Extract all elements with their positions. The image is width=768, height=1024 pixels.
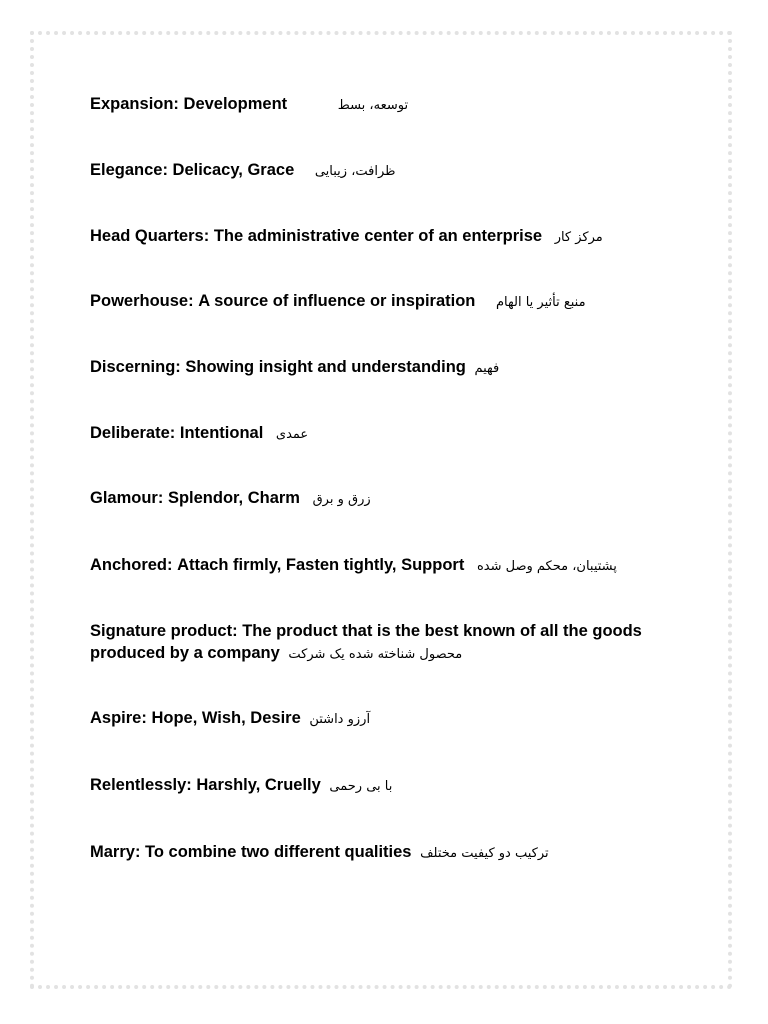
vocab-persian-translation: محصول شناخته شده یک شرکت — [288, 647, 463, 662]
vocab-term: Discerning: — [90, 358, 181, 376]
vocab-persian-translation: توسعه، بسط — [337, 98, 409, 113]
vocab-entry-anchored — [90, 554, 690, 578]
vocab-definition: Development — [183, 95, 288, 113]
vocab-term: Expansion: — [90, 95, 179, 113]
vocab-persian-translation: زرق و برق — [312, 492, 371, 507]
vocab-persian-translation: ترکیب دو کیفیت مختلف — [420, 846, 549, 861]
vocab-definition: A source of influence or inspiration — [198, 292, 476, 310]
vocab-term: Aspire: — [90, 709, 147, 727]
vocab-definition: To combine two different qualities — [145, 843, 412, 861]
vocab-term: Anchored: — [90, 556, 173, 574]
vocab-persian-translation: آرزو داشتن — [309, 712, 371, 727]
vocab-term: Glamour: — [90, 489, 164, 507]
vocab-entry-relentlessly — [90, 774, 690, 798]
vocab-definition: Harshly, Cruelly — [196, 776, 321, 794]
vocab-entry-expansion — [90, 93, 690, 117]
vocab-persian-translation: عمدی — [275, 427, 309, 442]
vocab-persian-translation: منبع تأثیر یا الهام — [495, 295, 586, 310]
vocab-term: Elegance: — [90, 161, 168, 179]
vocab-definition: Intentional — [179, 424, 264, 442]
vocab-definition: Hope, Wish, Desire — [151, 709, 301, 727]
vocab-term: Powerhouse: — [90, 292, 194, 310]
vocab-entry-signature-product — [90, 620, 670, 666]
vocab-term: Relentlessly: — [90, 776, 192, 794]
vocab-definition: Delicacy, Grace — [172, 161, 295, 179]
vocab-term: Head Quarters: — [90, 227, 210, 245]
vocab-entry-marry — [90, 841, 690, 865]
vocab-definition: The product that is the best known of all the goods produced by a company — [90, 622, 642, 662]
vocab-definition: Attach firmly, Fasten tightly, Support — [177, 556, 465, 574]
vocab-persian-translation: ظرافت، زیبایی — [314, 164, 396, 179]
vocab-entry-powerhouse — [90, 290, 690, 314]
vocab-entry-elegance — [90, 159, 690, 183]
vocab-entry-deliberate — [90, 422, 690, 446]
vocab-definition: The administrative center of an enterprise — [213, 227, 543, 245]
vocab-term: Deliberate: — [90, 424, 176, 442]
vocab-entry-glamour — [90, 487, 690, 511]
vocab-persian-translation: مرکز کار — [554, 230, 603, 245]
vocab-definition: Splendor, Charm — [167, 489, 300, 507]
vocab-persian-translation: با بی رحمی — [329, 779, 393, 794]
vocab-persian-translation: پشتیبان، محکم وصل شده — [476, 559, 617, 574]
vocab-entry-head-quarters — [90, 225, 690, 249]
vocab-definition: Showing insight and understanding — [185, 358, 466, 376]
vocab-term: Marry: — [90, 843, 141, 861]
vocab-persian-translation: فهیم — [474, 361, 500, 376]
vocab-term: Signature product: — [90, 622, 238, 640]
vocab-entry-discerning — [90, 356, 690, 380]
vocab-entry-aspire — [90, 707, 690, 731]
